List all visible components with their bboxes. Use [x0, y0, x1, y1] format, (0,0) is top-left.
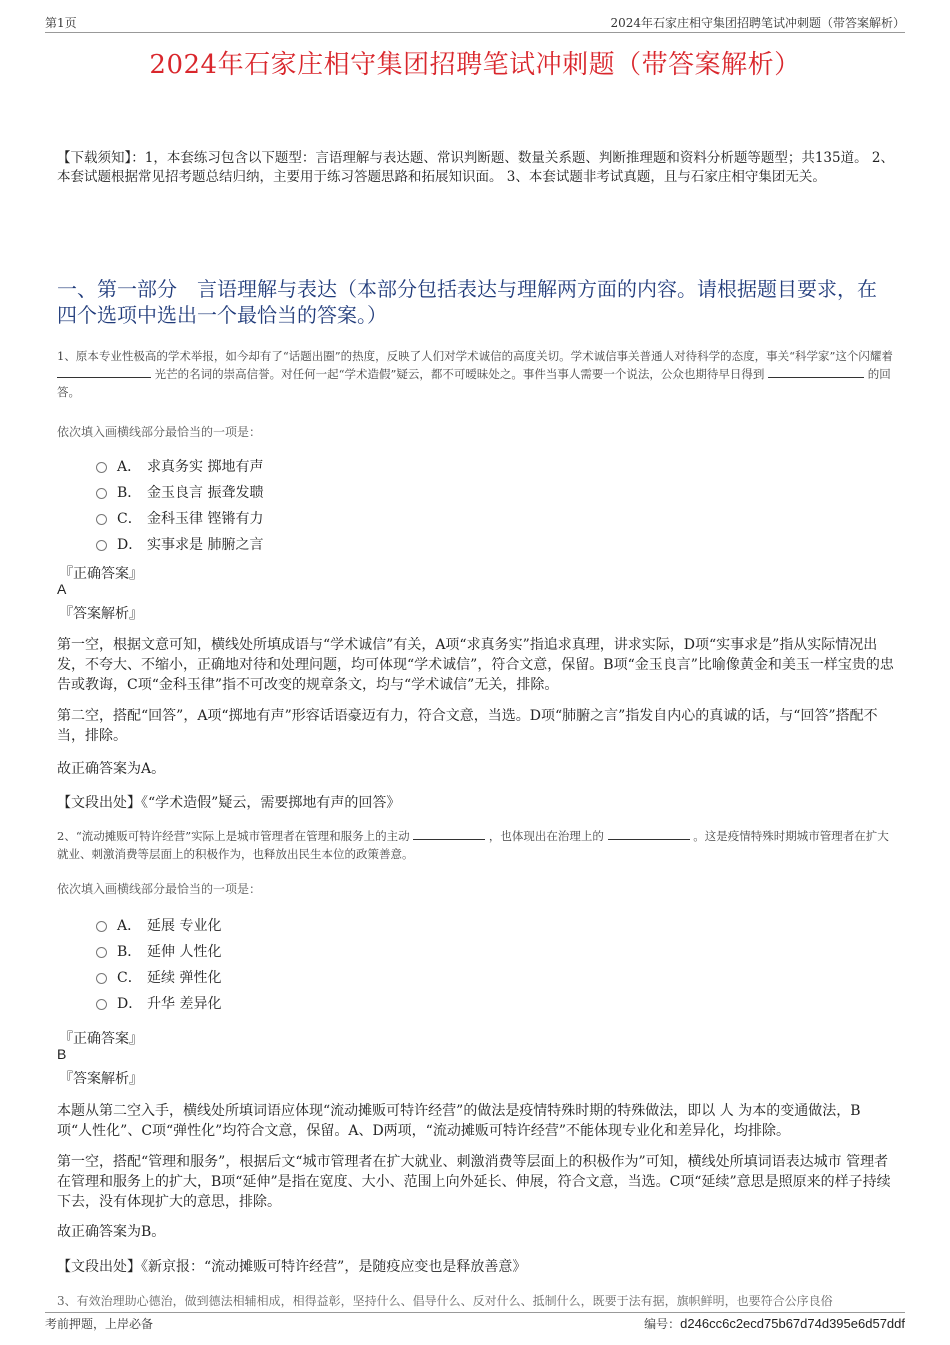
radio-icon[interactable]: [96, 488, 107, 499]
correct-answer: B: [57, 1046, 67, 1062]
option-d[interactable]: D． 实事求是 肺腑之言: [96, 531, 263, 557]
blank-2: [608, 827, 690, 840]
analysis-label: 『答案解析』: [59, 1071, 143, 1087]
option-a[interactable]: A． 延展 专业化: [96, 912, 221, 938]
question-1-instruction: 依次填入画横线部分最恰当的一项是：: [57, 425, 262, 439]
analysis-paragraph: 本题从第二空入手，横线处所填词语应体现“流动摊贩可特许经营”的做法是疫情特殊时期的特殊做法，即以 人 为本的变通做法，B项“人性化”、C项“弹性化”均符合文意，保留。A、D两项，“流动摊贩可特许经营”不能体现专业化和差异化，均排除。: [57, 1103, 861, 1139]
footer-slogan: 考前押题，上岸必备: [45, 1317, 154, 1331]
header-doc-title: 2024年石家庄相守集团招聘笔试冲刺题（带答案解析）: [610, 16, 905, 30]
radio-icon[interactable]: [96, 999, 107, 1010]
analysis-conclusion: 故正确答案为B。: [57, 1224, 166, 1240]
download-notice: 【下载须知】：1，本套练习包含以下题型：言语理解与表达题、常识判断题、数量关系题、判断推理题和资料分析题等题型；共135道。 2、本套试题根据常见招考题总结归纳，主要用于练习答题思路和拓展知识面。 3、本套试题非考试真题，且与石家庄相守集团无关。: [57, 150, 894, 185]
blank-2: [768, 365, 864, 378]
radio-icon[interactable]: [96, 462, 107, 473]
question-2-options: [96, 912, 221, 1016]
analysis-conclusion: 故正确答案为A。: [57, 761, 166, 777]
analysis-paragraph: 第一空，根据文意可知，横线处所填成语与“学术诚信”有关，A项“求真务实”指追求真理，讲求实际，D项“实事求是”指从实际情况出发，不夸大、不缩小，正确地对待和处理问题，均可体现“学术诚信”，符合文意，保留。B项“金玉良言”比喻像黄金和美玉一样宝贵的忠告或教诲，C项“金科玉律”指不可改变的规章条文，均与“学术诚信”无关，排除。: [57, 637, 894, 693]
question-2-instruction: 依次填入画横线部分最恰当的一项是：: [57, 882, 262, 896]
correct-answer: A: [57, 581, 67, 597]
question-1-stem: 1、原本专业性极高的学术举报，如今却有了“话题出圈”的热度，反映了人们对学术诚信的高度关切。学术诚信事关普通人对待科学的态度，事关“科学家”这个闪耀着 光芒的名词的崇高信誉。对任何一起“学术造假”疑云，都不可暧昧处之。事件当事人需要一个说法，公众也期待早日得到 的回答。: [57, 349, 893, 399]
blank-1: [413, 827, 485, 840]
page-footer: [45, 1312, 905, 1332]
analysis-paragraph: 第二空，搭配“回答”，A项“掷地有声”形容话语豪迈有力，符合文意，当选。D项“肺腑之言”指发自内心的真诚的话，与“回答”搭配不当，排除。: [57, 708, 878, 744]
option-a[interactable]: A． 求真务实 掷地有声: [96, 453, 263, 479]
radio-icon[interactable]: [96, 973, 107, 984]
document-title: 2024年石家庄相守集团招聘笔试冲刺题（带答案解析）: [149, 50, 801, 80]
blank-1: [57, 365, 151, 378]
section-title: 一、第一部分 言语理解与表达（本部分包括表达与理解两方面的内容。请根据题目要求，在四个选项中选出一个最恰当的答案。）: [57, 277, 877, 327]
radio-icon[interactable]: [96, 540, 107, 551]
correct-answer-label: 『正确答案』: [59, 566, 143, 582]
document-code: 编号：d246cc6c2ecd75b67d74d395e6d57ddf: [644, 1316, 905, 1331]
passage-source: 【文段出处】《新京报：“流动摊贩可特许经营”，是随疫应变也是释放善意》: [57, 1259, 527, 1275]
page-number: 第1页: [45, 16, 77, 30]
analysis-label: 『答案解析』: [59, 606, 143, 622]
passage-source: 【文段出处】《“学术造假”疑云，需要掷地有声的回答》: [57, 795, 401, 811]
radio-icon[interactable]: [96, 947, 107, 958]
question-1-options: [96, 453, 263, 557]
correct-answer-label: 『正确答案』: [59, 1031, 143, 1047]
option-c[interactable]: C． 金科玉律 铿锵有力: [96, 505, 263, 531]
option-c[interactable]: C． 延续 弹性化: [96, 964, 221, 990]
option-b[interactable]: B． 金玉良言 振聋发聩: [96, 479, 263, 505]
page-header: [45, 14, 905, 33]
radio-icon[interactable]: [96, 514, 107, 525]
question-3-partial: 3、有效治理助心德治，做到德法相辅相成，相得益彰，坚持什么、倡导什么、反对什么、抵制什么，既要于法有据，旗帜鲜明，也要符合公序良俗: [57, 1294, 833, 1308]
radio-icon[interactable]: [96, 921, 107, 932]
analysis-paragraph: 第一空，搭配“管理和服务”，根据后文“城市管理者在扩大就业、刺激消费等层面上的积极作为”可知，横线处所填词语表达城市 管理者在管理和服务上的扩大，B项“延伸”是指在宽度、大小、范围上向外延长、伸展，符合文意，当选。C项“延续”意思是照原来的样子持续下去，没有体现扩大的意思，排除。: [57, 1154, 891, 1210]
option-d[interactable]: D． 升华 差异化: [96, 990, 221, 1016]
question-2-stem: 2、“流动摊贩可特许经营”实际上是城市管理者在管理和服务上的主动 ，也体现出在治理上的 。这是疫情特殊时期城市管理者在扩大就业、刺激消费等层面上的积极作为，也释放出民生本位的政策善意。: [57, 829, 889, 861]
option-b[interactable]: B． 延伸 人性化: [96, 938, 221, 964]
